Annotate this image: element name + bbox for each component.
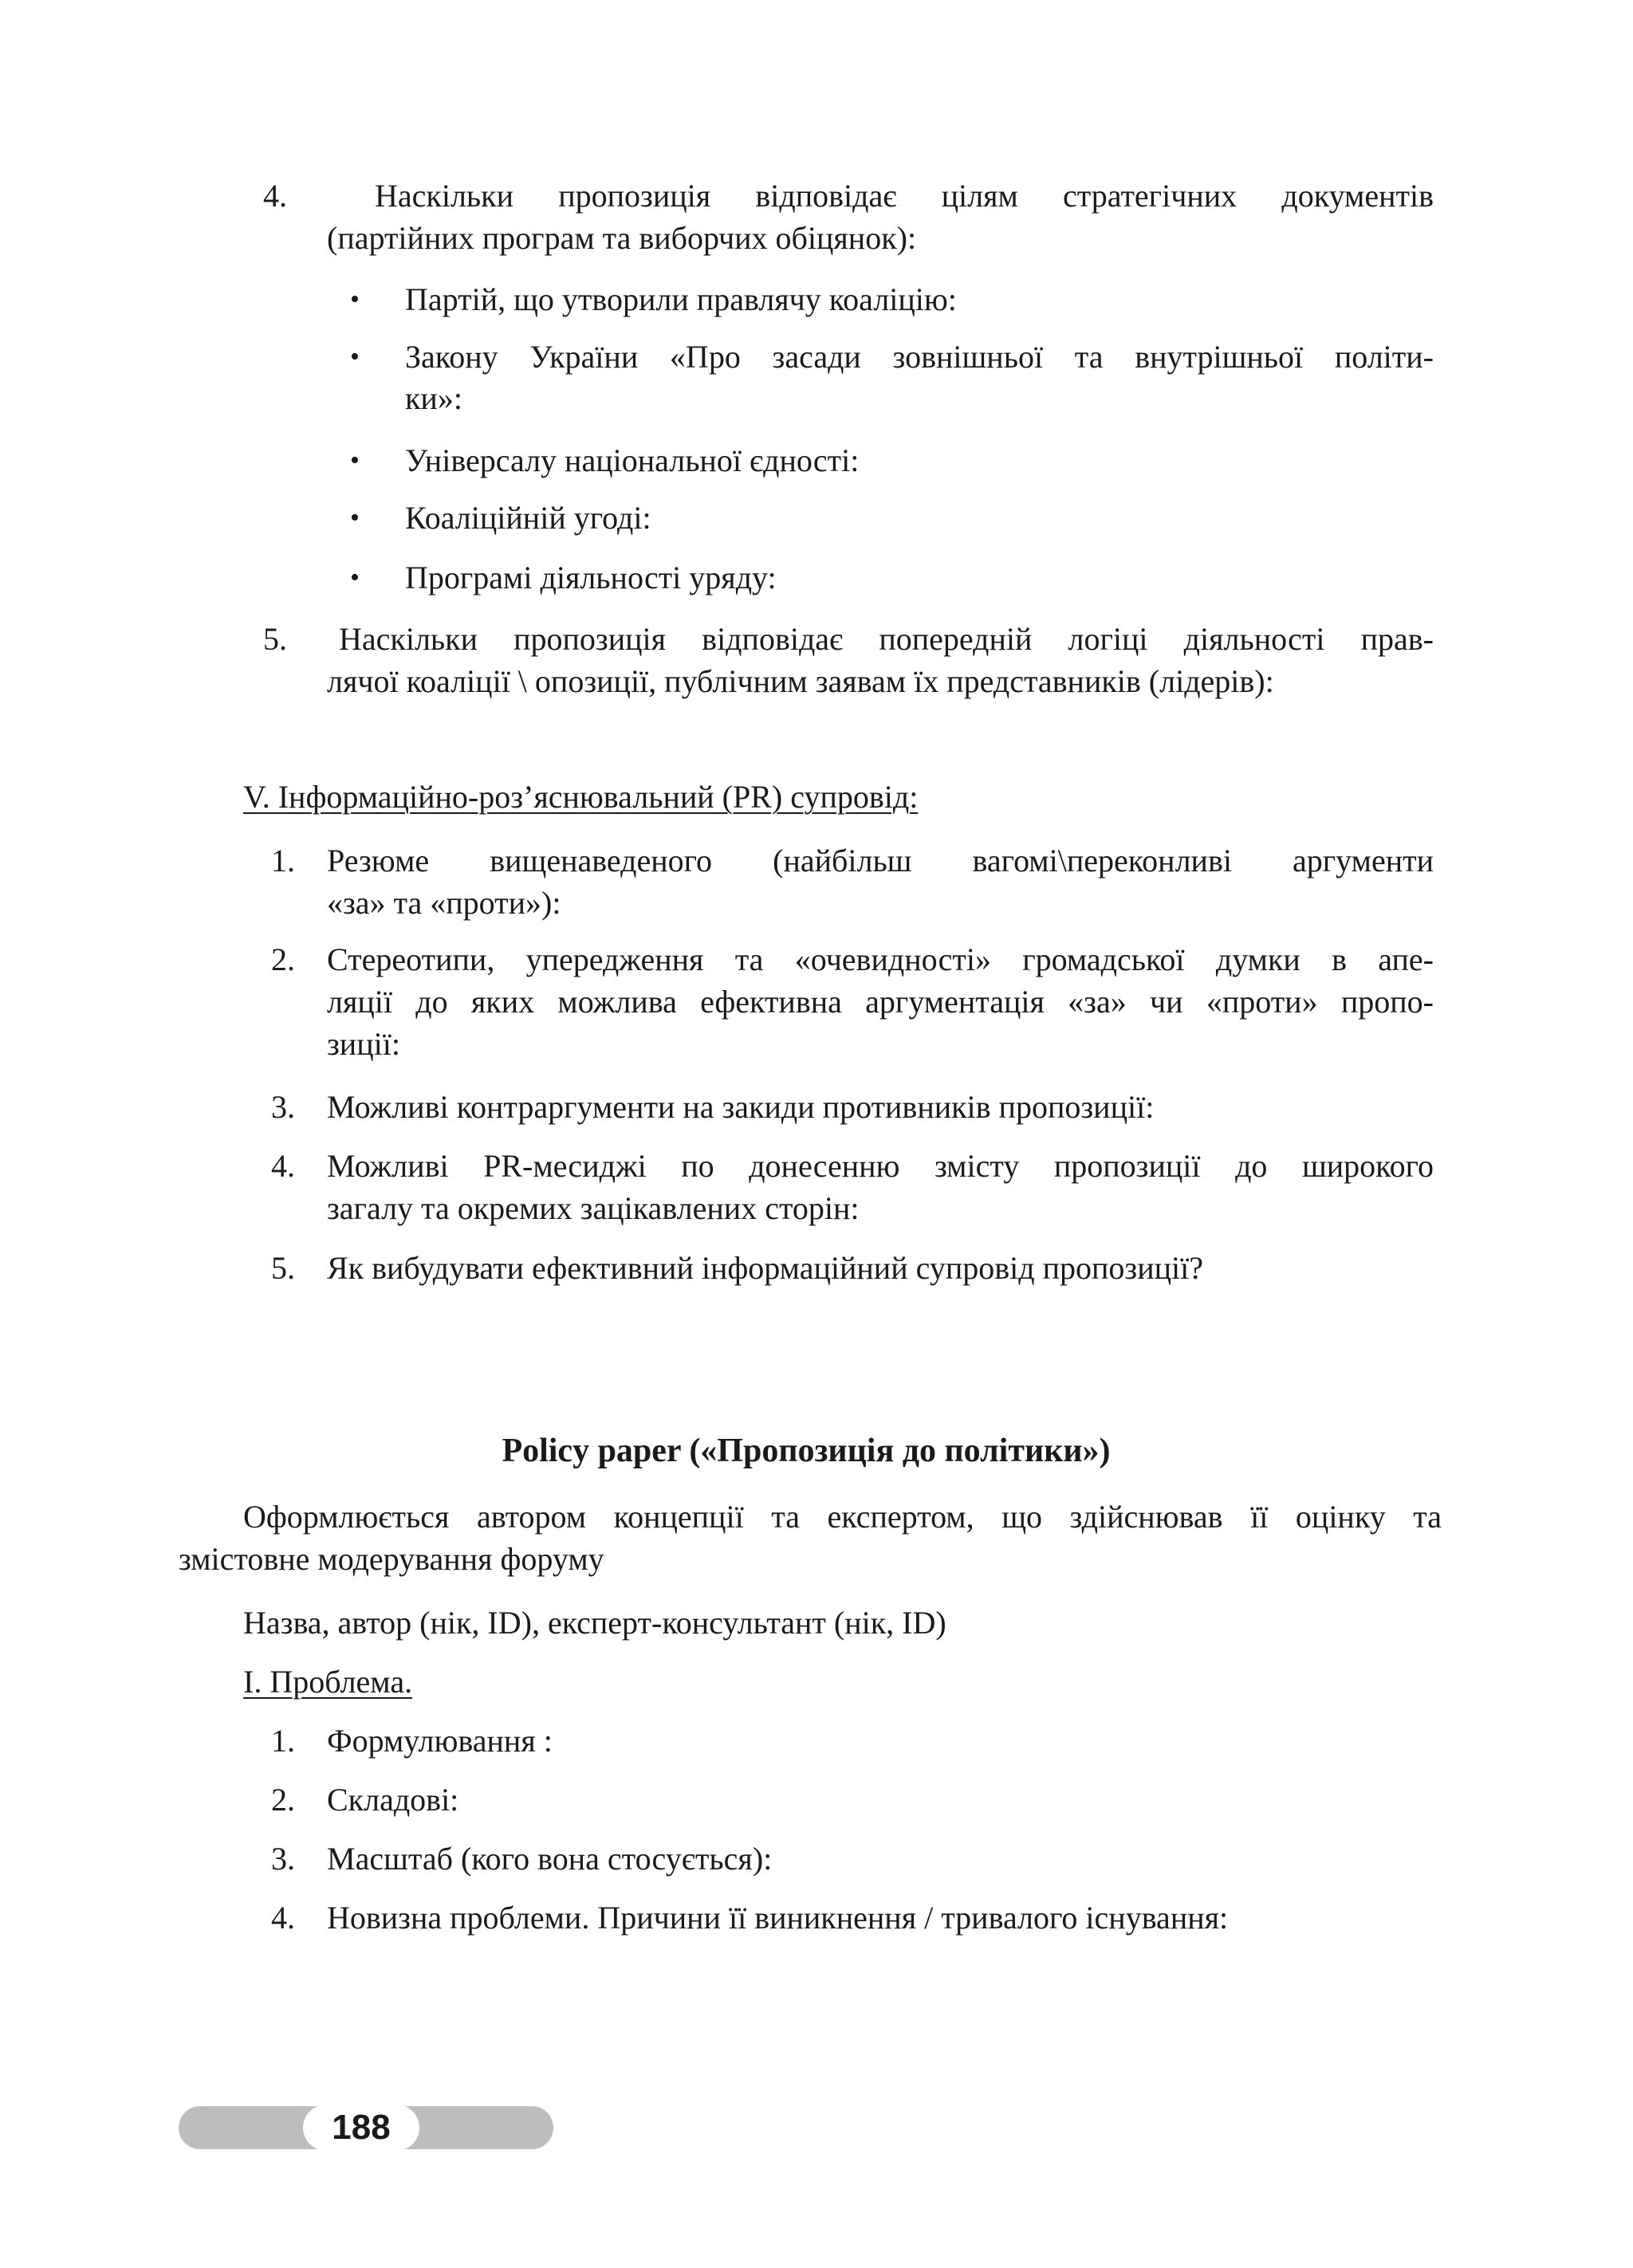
- list-item-text: Масштаб (кого вона стосується):: [327, 1841, 773, 1877]
- list-number: 3.: [271, 1089, 295, 1125]
- bullet-item-text: Партій, що утворили правлячу коаліцію:: [405, 281, 957, 317]
- bullet-icon: •: [350, 503, 360, 533]
- problem-heading: І. Проблема.: [243, 1664, 413, 1700]
- list-number: 1.: [271, 843, 295, 879]
- list-item-text: Наскільки пропозиція відповідає попередній логіці діяльності прав-: [339, 621, 1434, 657]
- bullet-icon: •: [350, 285, 360, 314]
- list-item-text: Новизна проблеми. Причини її виникнення / тривалого існування:: [327, 1900, 1229, 1936]
- intro-paragraph-line: змістовне модерування форуму: [179, 1541, 604, 1577]
- bullet-icon: •: [350, 446, 360, 475]
- list-item-text: лячої коаліції \ опозиції, публічним заявам їх представників (лідерів):: [327, 663, 1274, 699]
- list-item-text: зиції:: [327, 1026, 400, 1062]
- list-number: 2.: [271, 941, 295, 977]
- list-number: 4.: [271, 1148, 295, 1184]
- policy-title: Policy paper («Пропозиція до політики»): [502, 1433, 1111, 1469]
- bullet-item-text: Універсалу національної єдності:: [405, 442, 860, 478]
- list-item-text: загалу та окремих зацікавлених сторін:: [327, 1190, 860, 1226]
- list-item-text: Стереотипи, упередження та «очевидності» громадської думки в апе-: [327, 941, 1434, 977]
- list-number: 2.: [271, 1782, 295, 1818]
- list-item-text: Формулювання :: [327, 1723, 553, 1759]
- list-number: 1.: [271, 1723, 295, 1759]
- page-number: 188: [303, 2105, 419, 2151]
- section-heading: V. Інформаційно-роз’яснювальний (PR) супровід:: [243, 779, 919, 815]
- bullet-item-text: Програмі діяльності уряду:: [405, 560, 777, 595]
- list-item-text: (партійних програм та виборчих обіцянок):: [327, 220, 917, 256]
- list-item-text: Складові:: [327, 1782, 459, 1818]
- list-item-text: Можливі PR-месиджі по донесенню змісту пропозиції до широкого: [327, 1148, 1434, 1184]
- list-item-text: ляції до яких можлива ефективна аргументація «за» чи «проти» пропо-: [327, 984, 1434, 1020]
- list-item-text: Можливі контраргументи на закиди противників пропозиції:: [327, 1089, 1155, 1125]
- bullet-item-text: Закону України «Про засади зовнішньої та внутрішньої політи-: [405, 339, 1434, 375]
- list-number: 5.: [271, 1250, 295, 1286]
- list-number: 3.: [271, 1841, 295, 1877]
- list-number: 4.: [271, 1900, 295, 1936]
- bullet-icon: •: [350, 563, 360, 592]
- list-item-text: Резюме вищенаведеного (найбільш вагомі\переконливі аргументи: [327, 843, 1434, 879]
- name-line: Назва, автор (нік, ID), експерт-консультант (нік, ID): [243, 1605, 946, 1641]
- list-item-text: Як вибудувати ефективний інформаційний супровід пропозиції?: [327, 1250, 1204, 1286]
- list-item-text: «за» та «проти»):: [327, 885, 561, 921]
- list-item-text: Наскільки пропозиція відповідає цілям стратегічних документів: [375, 178, 1434, 214]
- intro-paragraph-line: Оформлюється автором концепції та експертом, що здійснював її оцінку та: [243, 1499, 1442, 1535]
- list-number: 5.: [263, 621, 287, 657]
- bullet-icon: •: [350, 342, 360, 371]
- bullet-item-text: Коаліційній угоді:: [405, 500, 651, 536]
- list-number: 4.: [263, 178, 287, 214]
- bullet-item-text: ки»:: [405, 380, 462, 416]
